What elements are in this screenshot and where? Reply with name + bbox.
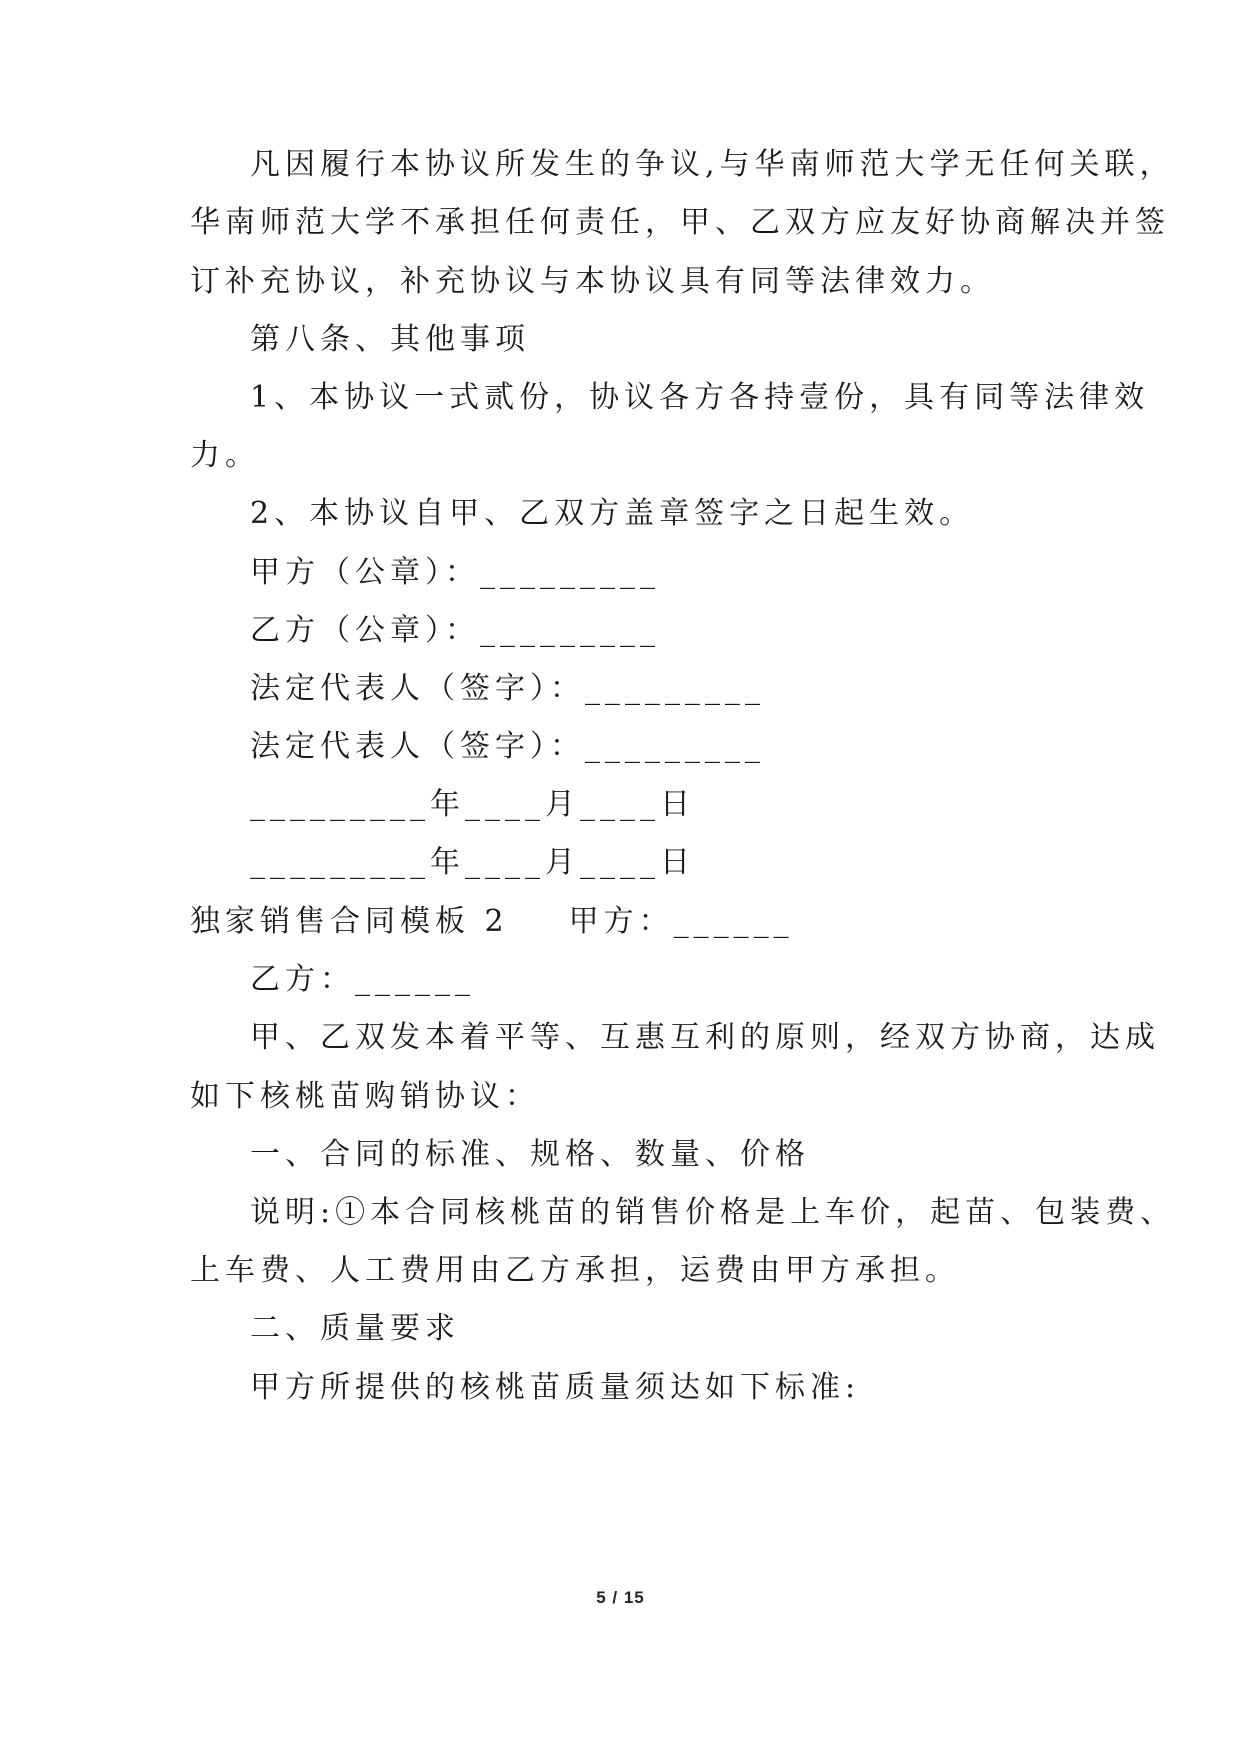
section-heading: 二、质量要求 bbox=[250, 1311, 460, 1346]
paragraph-line: 2、本协议自甲、乙双方盖章签字之日起生效。 bbox=[250, 496, 975, 531]
paragraph-line: 订补充协议，补充协议与本协议具有同等法律效力。 bbox=[190, 264, 995, 299]
signature-line-party-a: 甲方（公章）：_________ bbox=[250, 555, 660, 590]
paragraph-line: 如下核桃苗购销协议： bbox=[190, 1079, 540, 1114]
page-number: 5 / 15 bbox=[596, 1588, 645, 1607]
template-title: 独家销售合同模板 2 bbox=[190, 904, 509, 939]
paragraph-line: 1、本协议一式贰份，协议各方各持壹份，具有同等法律效 bbox=[250, 380, 1150, 415]
paragraph-line: 力。 bbox=[190, 438, 260, 473]
template-title-line bbox=[190, 902, 794, 942]
paragraph-line: 说明:①本合同核桃苗的销售价格是上车价，起苗、包装费、 bbox=[250, 1195, 1176, 1230]
paragraph-line: 甲、乙双发本着平等、互惠互利的原则，经双方协商，达成 bbox=[250, 1020, 1160, 1055]
date-line: _________年____月____日 bbox=[250, 787, 695, 822]
paragraph-line: 华南师范大学不承担任何责任，甲、乙双方应友好协商解决并签 bbox=[190, 205, 1170, 240]
paragraph-line: 甲方所提供的核桃苗质量须达如下标准: bbox=[250, 1370, 861, 1405]
signature-line-representative: 法定代表人（签字）：_________ bbox=[250, 729, 765, 764]
signature-line-party-b: 乙方（公章）：_________ bbox=[250, 613, 660, 648]
signature-line-representative: 法定代表人（签字）：_________ bbox=[250, 671, 765, 706]
party-b-field: 乙方：______ bbox=[250, 962, 475, 997]
section-heading: 一、合同的标准、规格、数量、价格 bbox=[250, 1137, 810, 1172]
party-a-field: 甲方：______ bbox=[568, 904, 794, 939]
section-heading: 第八条、其他事项 bbox=[250, 322, 530, 357]
date-line: _________年____月____日 bbox=[250, 845, 695, 880]
paragraph-line: 上车费、人工费用由乙方承担，运费由甲方承担。 bbox=[190, 1253, 960, 1288]
paragraph-line: 凡因履行本协议所发生的争议,与华南师范大学无任何关联， bbox=[250, 147, 1175, 182]
